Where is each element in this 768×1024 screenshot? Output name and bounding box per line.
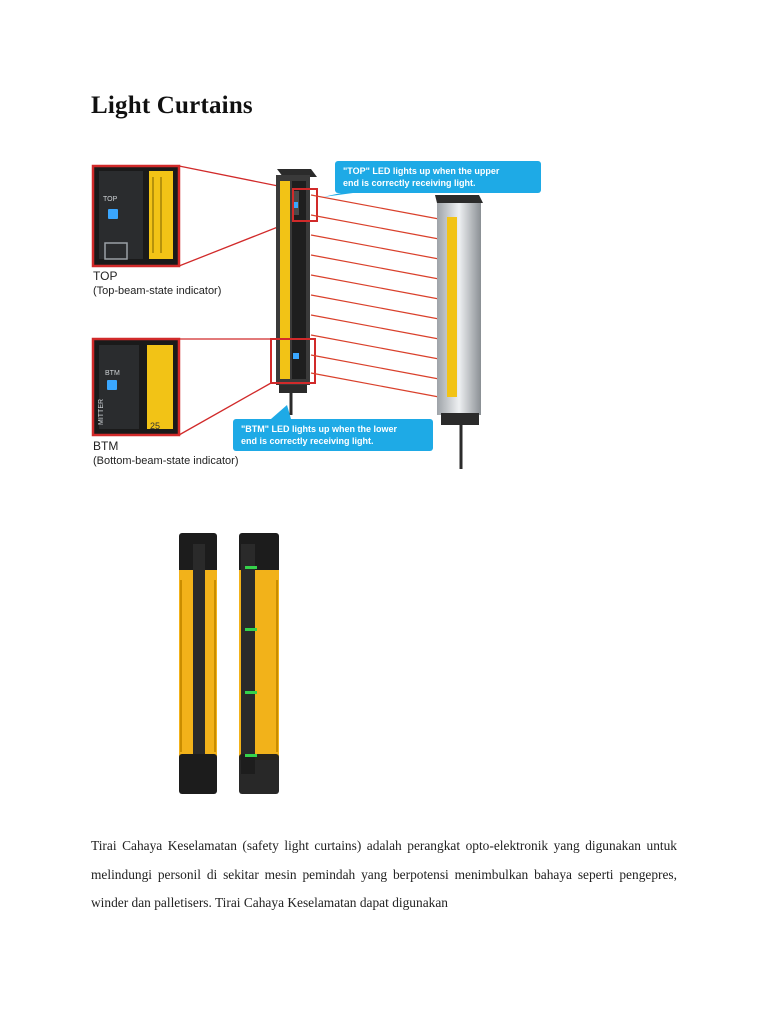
emitter-btm-led — [293, 353, 299, 359]
top-sublabel: (Top-beam-state indicator) — [93, 285, 222, 297]
right-curtain-bar — [239, 533, 279, 794]
btm-led-callout — [233, 405, 433, 451]
top-callout-line2: end is correctly receiving light. — [343, 178, 476, 188]
zoom-btm-led-label: BTM — [105, 370, 120, 377]
btm-callout-line2: end is correctly receiving light. — [241, 436, 374, 446]
btm-zoom-inset — [93, 339, 179, 435]
zoom-top-led-label: TOP — [103, 196, 118, 203]
top-callout-line1: "TOP" LED lights up when the upper — [343, 166, 500, 176]
zoom-btm-sticker — [147, 345, 173, 429]
btm-led-icon — [107, 380, 117, 390]
receiver-unit — [435, 195, 483, 469]
zoom-btm-side-text: MITTER — [98, 398, 105, 425]
zoom-btm-number: 25 — [150, 421, 161, 431]
top-zoom-inset — [93, 166, 179, 266]
green-led-icon — [245, 628, 257, 631]
light-beams — [311, 195, 439, 397]
top-led-icon — [108, 209, 118, 219]
page-title: Light Curtains — [91, 92, 253, 119]
light-curtain-product-photo — [91, 520, 363, 808]
green-led-icon — [245, 566, 257, 569]
green-led-icon — [245, 691, 257, 694]
top-led-callout — [323, 161, 541, 197]
emitter-unit — [276, 169, 317, 415]
top-label: TOP — [93, 269, 118, 283]
btm-callout-line1: "BTM" LED lights up when the lower — [241, 424, 398, 434]
left-curtain-bar — [179, 533, 217, 794]
body-paragraph: Tirai Cahaya Keselamatan (safety light curtains) adalah perangkat opto-elektronik yang digunakan untuk melindungi personil di sekitar mesin pemindah yang berpotensi menimbulkan bahaya seperti pengepres, winder dan palletisers. Tirai Cahaya Keselamatan dapat digunakan — [91, 838, 677, 910]
light-curtain-diagram — [91, 157, 544, 473]
btm-label: BTM — [93, 439, 119, 453]
emitter-top-led — [294, 202, 298, 208]
btm-sublabel: (Bottom-beam-state indicator) — [93, 455, 239, 467]
zoom-connectors — [179, 166, 293, 435]
